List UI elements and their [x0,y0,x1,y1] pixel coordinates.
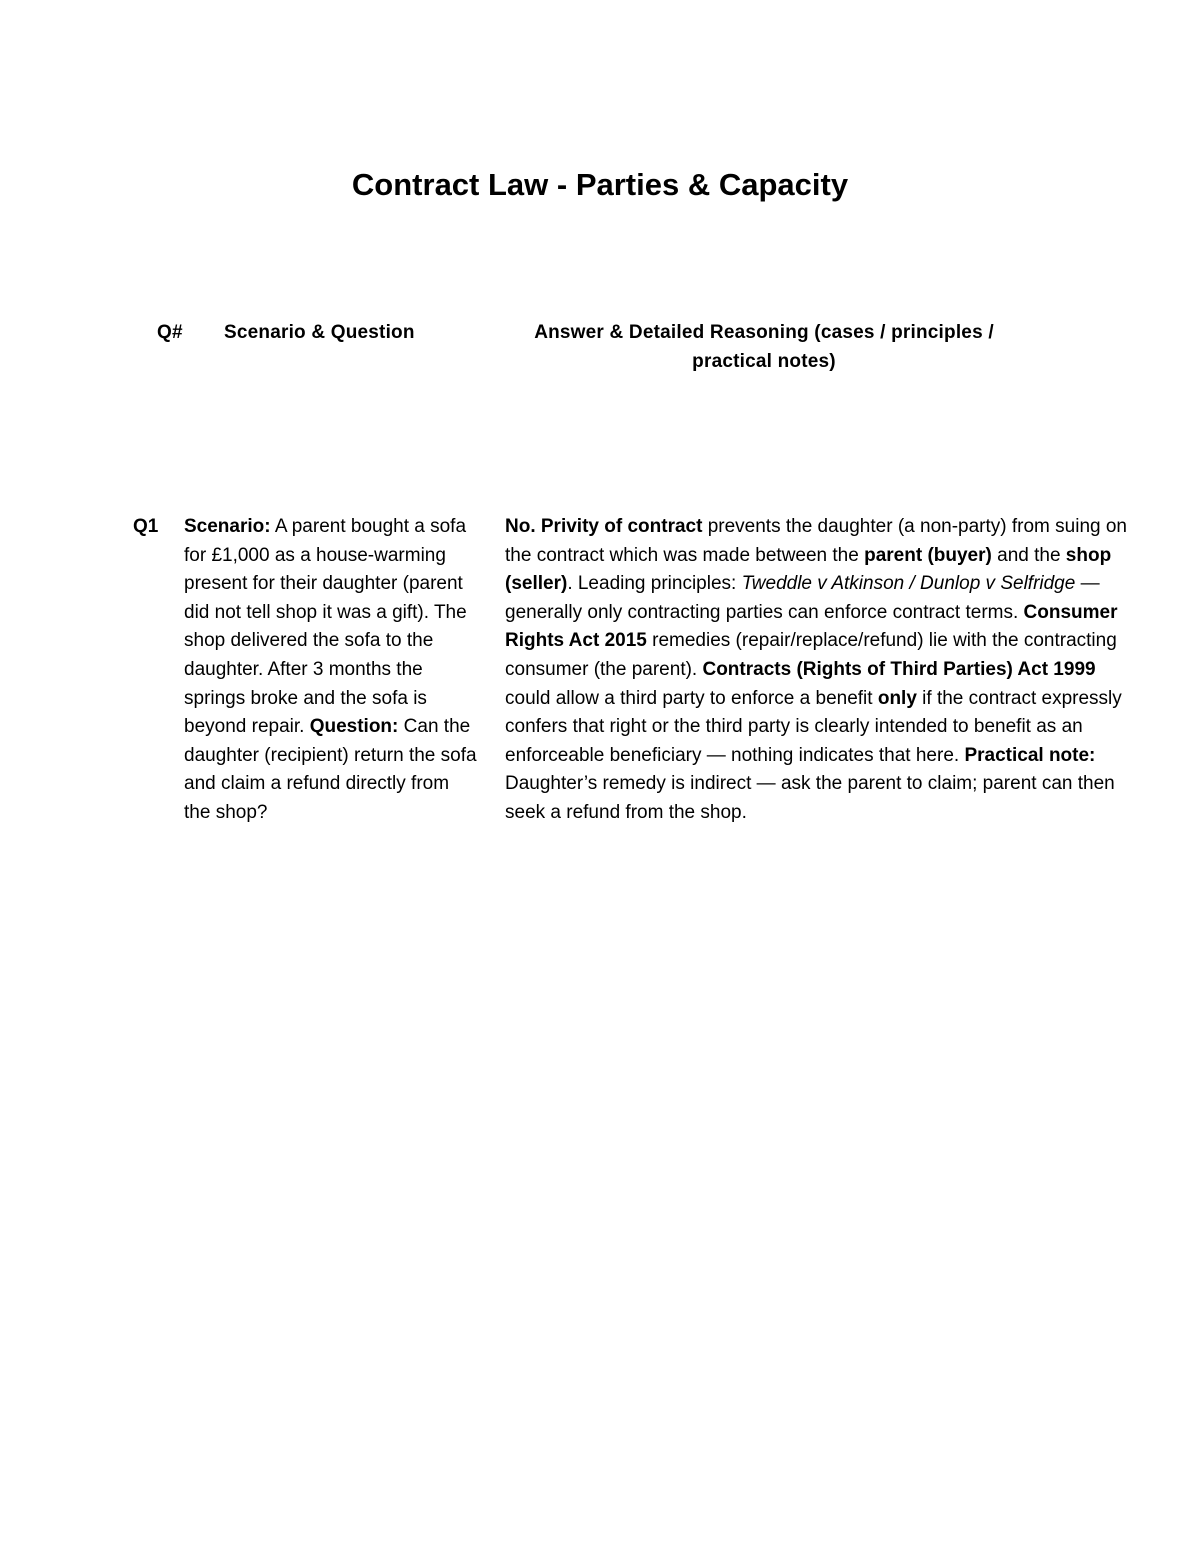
question-label: Question: [309,716,399,738]
scenario-label: Scenario: [184,516,271,537]
answer-text-segment: prevents the daughter (a non-party) from suing on the contract which was made between the [505,516,1127,566]
column-header-answer: Answer & Detailed Reasoning (cases / principles / practical notes) [534,322,994,372]
scenario-body: A parent bought a sofa for £1,000 as a house-warming present for their daughter (parent did not tell shop it was a gift). The shop delivered the sofa to the daughter. After 3 months the springs broke and the sofa is beyond repair. [184,516,467,738]
answer-text-segment: . Leading principles: [567,573,742,595]
page-title: Contract Law - Parties & Capacity [351,167,849,202]
column-header-question-number: Q# [157,322,183,343]
answer-text-segment: and the [991,544,1066,566]
row-answer-text [505,513,1143,828]
answer-text-segment: Daughter’s remedy is indirect — ask the parent to claim; parent can then seek a refund from the shop. [505,773,1115,823]
practical-note-label: Practical note: [964,744,1096,766]
answer-text-segment: could allow a third party to enforce a benefit [505,687,878,709]
answer-text-segment: if the contract expressly confers that right or the third party is clearly intended to benefit as an enforceable beneficiary — nothing indicates that here. [505,687,1122,766]
answer-verdict: No. Privity of contract [505,516,703,537]
case-citation: Tweddle v Atkinson / Dunlop v Selfridge [741,573,1076,595]
answer-emphasis: shop (seller) [505,544,1112,595]
column-header-scenario: Scenario & Question [224,322,415,343]
question-body: Can the daughter (recipient) return the sofa and claim a refund directly from the shop? [184,716,477,823]
answer-emphasis: only [877,687,917,709]
row-scenario-text [184,513,480,828]
row-question-number: Q1 [133,516,159,537]
statute-reference: Contracts (Rights of Third Parties) Act 1999 [702,658,1096,680]
answer-text-segment: — generally only contracting parties can enforce contract terms. [505,573,1100,623]
statute-reference: Consumer Rights Act 2015 [505,601,1118,652]
answer-emphasis: parent (buyer) [864,544,992,566]
answer-text-segment: remedies (repair/replace/refund) lie with the contracting consumer (the parent). [505,630,1117,680]
